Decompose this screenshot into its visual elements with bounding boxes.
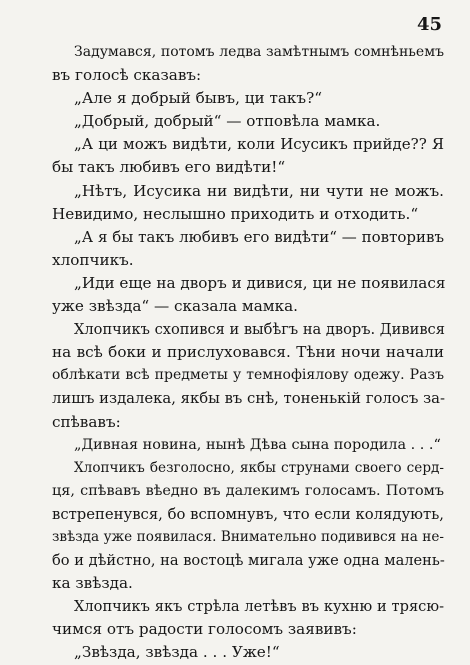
- text-line: ця, спѣвавъ вѣедно въ далекимъ голосамъ. Потомъ: [52, 482, 444, 499]
- text-line: чимся отъ радости голосомъ заявивъ:: [52, 620, 357, 639]
- text-line: „А я бы такъ любивъ его видѣти“ — повторивъ: [74, 227, 444, 246]
- text-line: на всѣ боки и прислуховався. Тѣни ночи начали: [52, 343, 444, 362]
- text-line: бо и дѣйстно, на востоцѣ мигала уже одна малень-: [52, 552, 445, 570]
- text-line: хлопчикъ.: [52, 250, 134, 269]
- text-line: „Нѣтъ, Исусика ни видѣти, ни чути не можъ.: [74, 181, 444, 200]
- text-line: „Дивная новина, нынѣ Дѣва сына породила . . .“: [74, 436, 441, 453]
- text-line: Хлопчикъ якъ стрѣла летѣвъ въ кухню и трясю-: [74, 598, 444, 616]
- text-line: Хлопчикъ схопився и выбѣгъ на дворъ. Дивився: [74, 321, 445, 339]
- text-line: уже звѣзда“ — сказала мамка.: [52, 297, 298, 316]
- page-number: 45: [416, 14, 442, 35]
- text-line: Невидимо, неслышно приходить и отходить.“: [52, 204, 419, 223]
- text-line: спѣвавъ:: [52, 412, 121, 431]
- text-line: звѣзда уже появилася. Внимательно подивився на не-: [52, 528, 444, 545]
- text-line: „Але я добрый бывъ, ци такъ?“: [74, 89, 322, 108]
- body-text: [52, 41, 444, 665]
- text-line: бы такъ любивъ его видѣти!“: [52, 158, 286, 177]
- text-line: ка звѣзда.: [52, 574, 133, 593]
- text-line: облѣкати всѣ предметы у темнофіялову одежу. Разъ: [52, 367, 444, 384]
- text-line: „Иди еще на дворъ и дивися, ци не появилася: [74, 273, 446, 292]
- text-line: „Добрый, добрый“ — отповѣла мамка.: [74, 112, 381, 131]
- text-line: „Звѣзда, звѣзда . . . Уже!“: [74, 643, 280, 662]
- text-line: встрепенувся, бо вспомнувъ, что если колядують,: [52, 505, 444, 523]
- text-line: Задумався, потомъ ледва замѣтнымъ сомнѣньемъ: [74, 44, 444, 60]
- text-line: лишъ издалека, якбы въ снѣ, тоненькій голосъ за-: [52, 390, 445, 408]
- text-line: „А ци можъ видѣти, коли Исусикъ прийде?? Я: [74, 135, 444, 154]
- text-line: Хлопчикъ безголосно, якбы струнами своего серд-: [74, 459, 444, 476]
- text-line: въ голосѣ сказавъ:: [52, 66, 202, 85]
